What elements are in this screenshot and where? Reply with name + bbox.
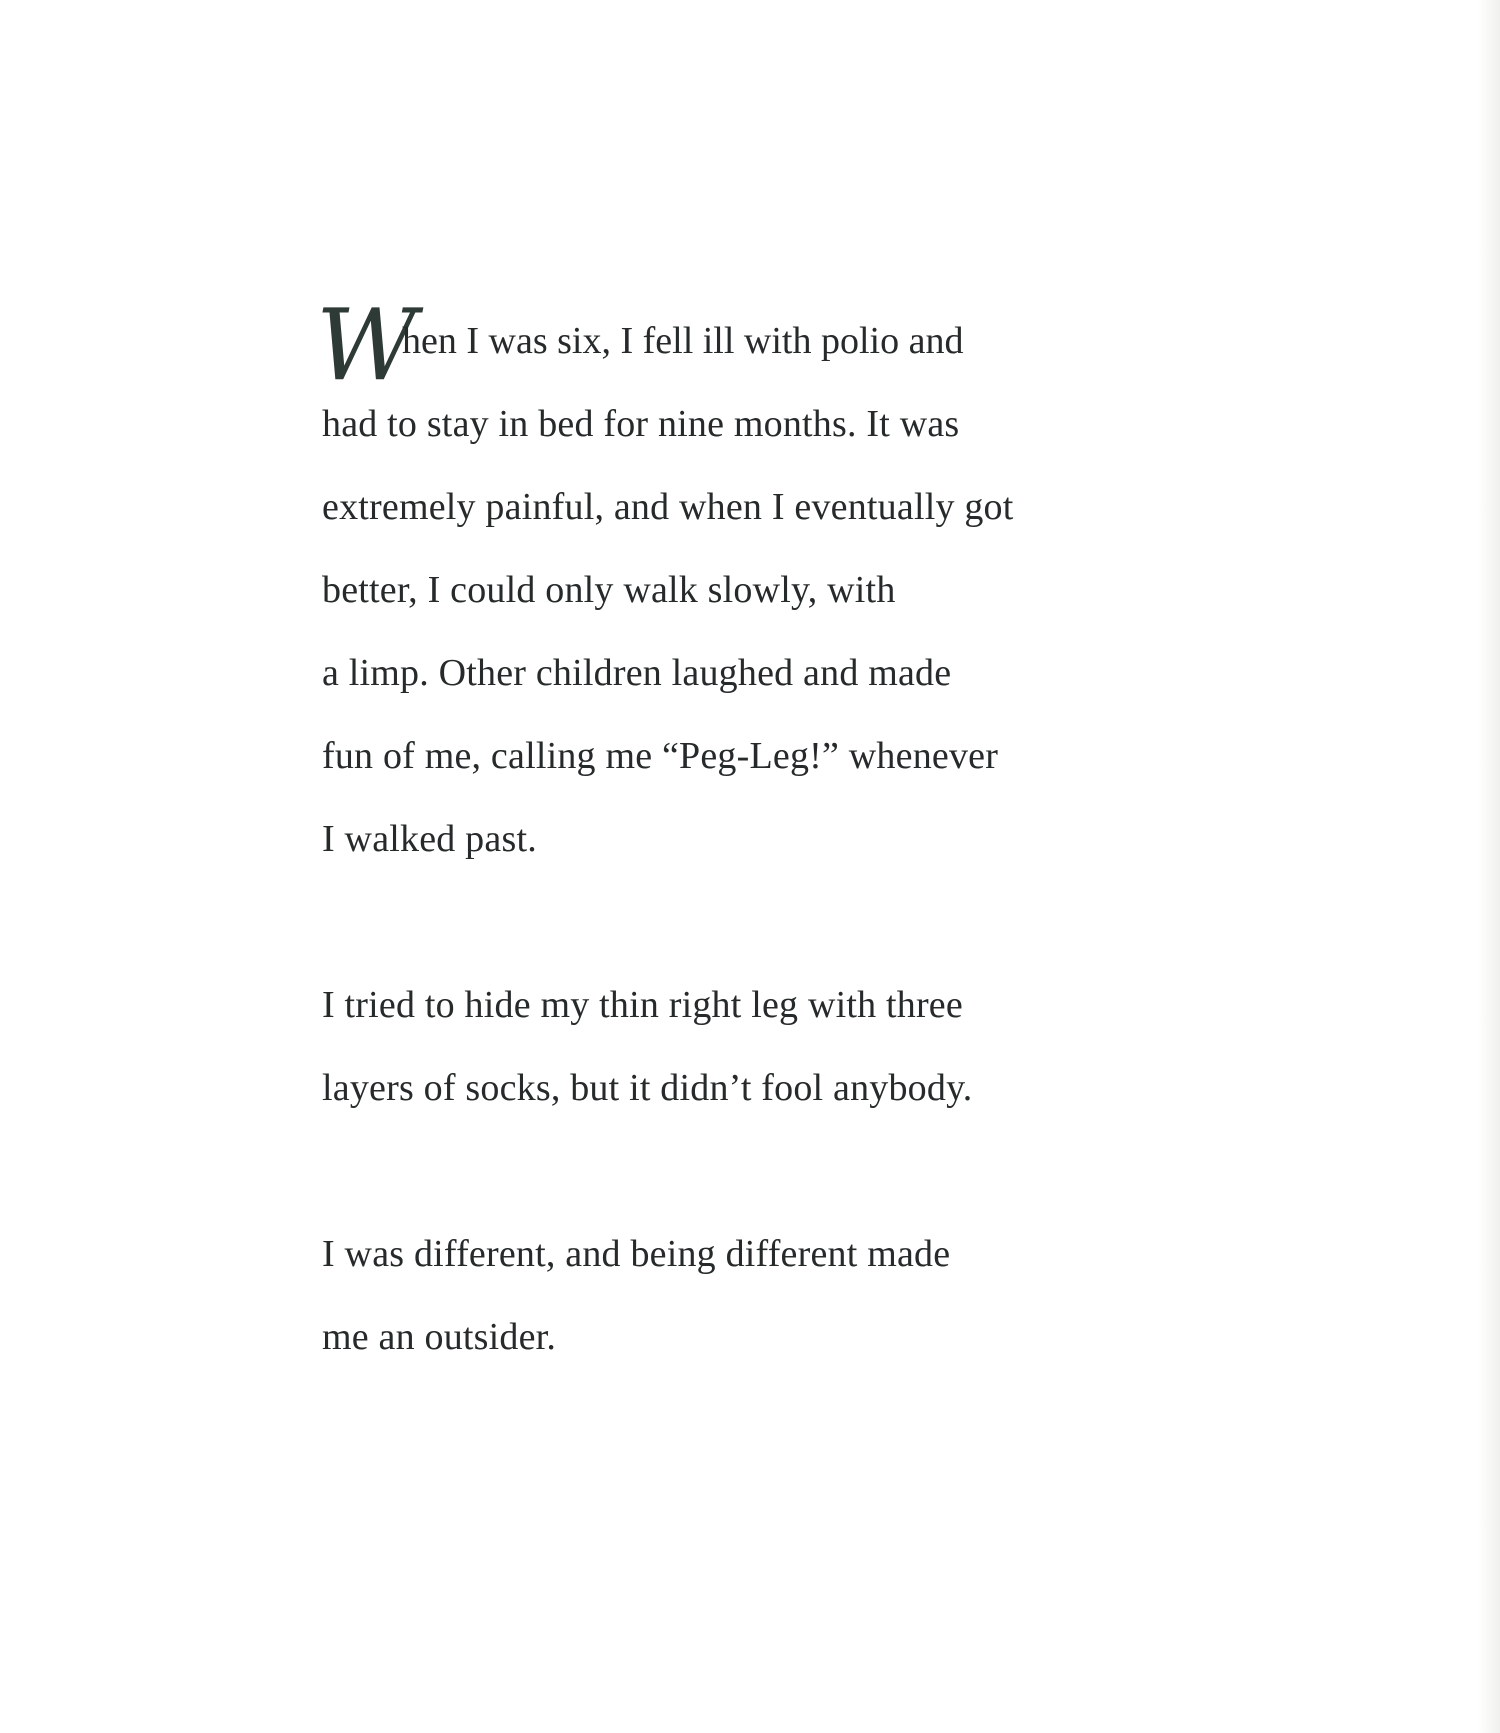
text-line: extremely painful, and when I eventually got [322,486,1014,528]
text-line: had to stay in bed for nine months. It was [322,403,960,445]
text-line: I tried to hide my thin right leg with three [322,984,963,1026]
text-line: I walked past. [322,818,537,860]
paragraph-gap [322,1130,1222,1213]
page-edge [1478,0,1500,1733]
text-line: I was different, and being different made [322,1233,951,1275]
first-line-text: hen I was six, I fell ill with polio and [402,320,964,362]
text-line: fun of me, calling me “Peg-Leg!” whenever [322,735,999,777]
paragraph-gap [322,881,1222,964]
paragraph-1 [316,289,1222,881]
text-line: me an outsider. [322,1316,557,1358]
text-line: layers of socks, but it didn’t fool anybody. [322,1067,973,1109]
paragraph-3 [322,1213,1222,1379]
text-line: better, I could only walk slowly, with [322,569,896,611]
paragraph-2 [322,964,1222,1130]
drop-cap: W [316,289,417,403]
text-line: a limp. Other children laughed and made [322,652,952,694]
first-line [316,289,1222,403]
story-text [316,289,1222,1379]
